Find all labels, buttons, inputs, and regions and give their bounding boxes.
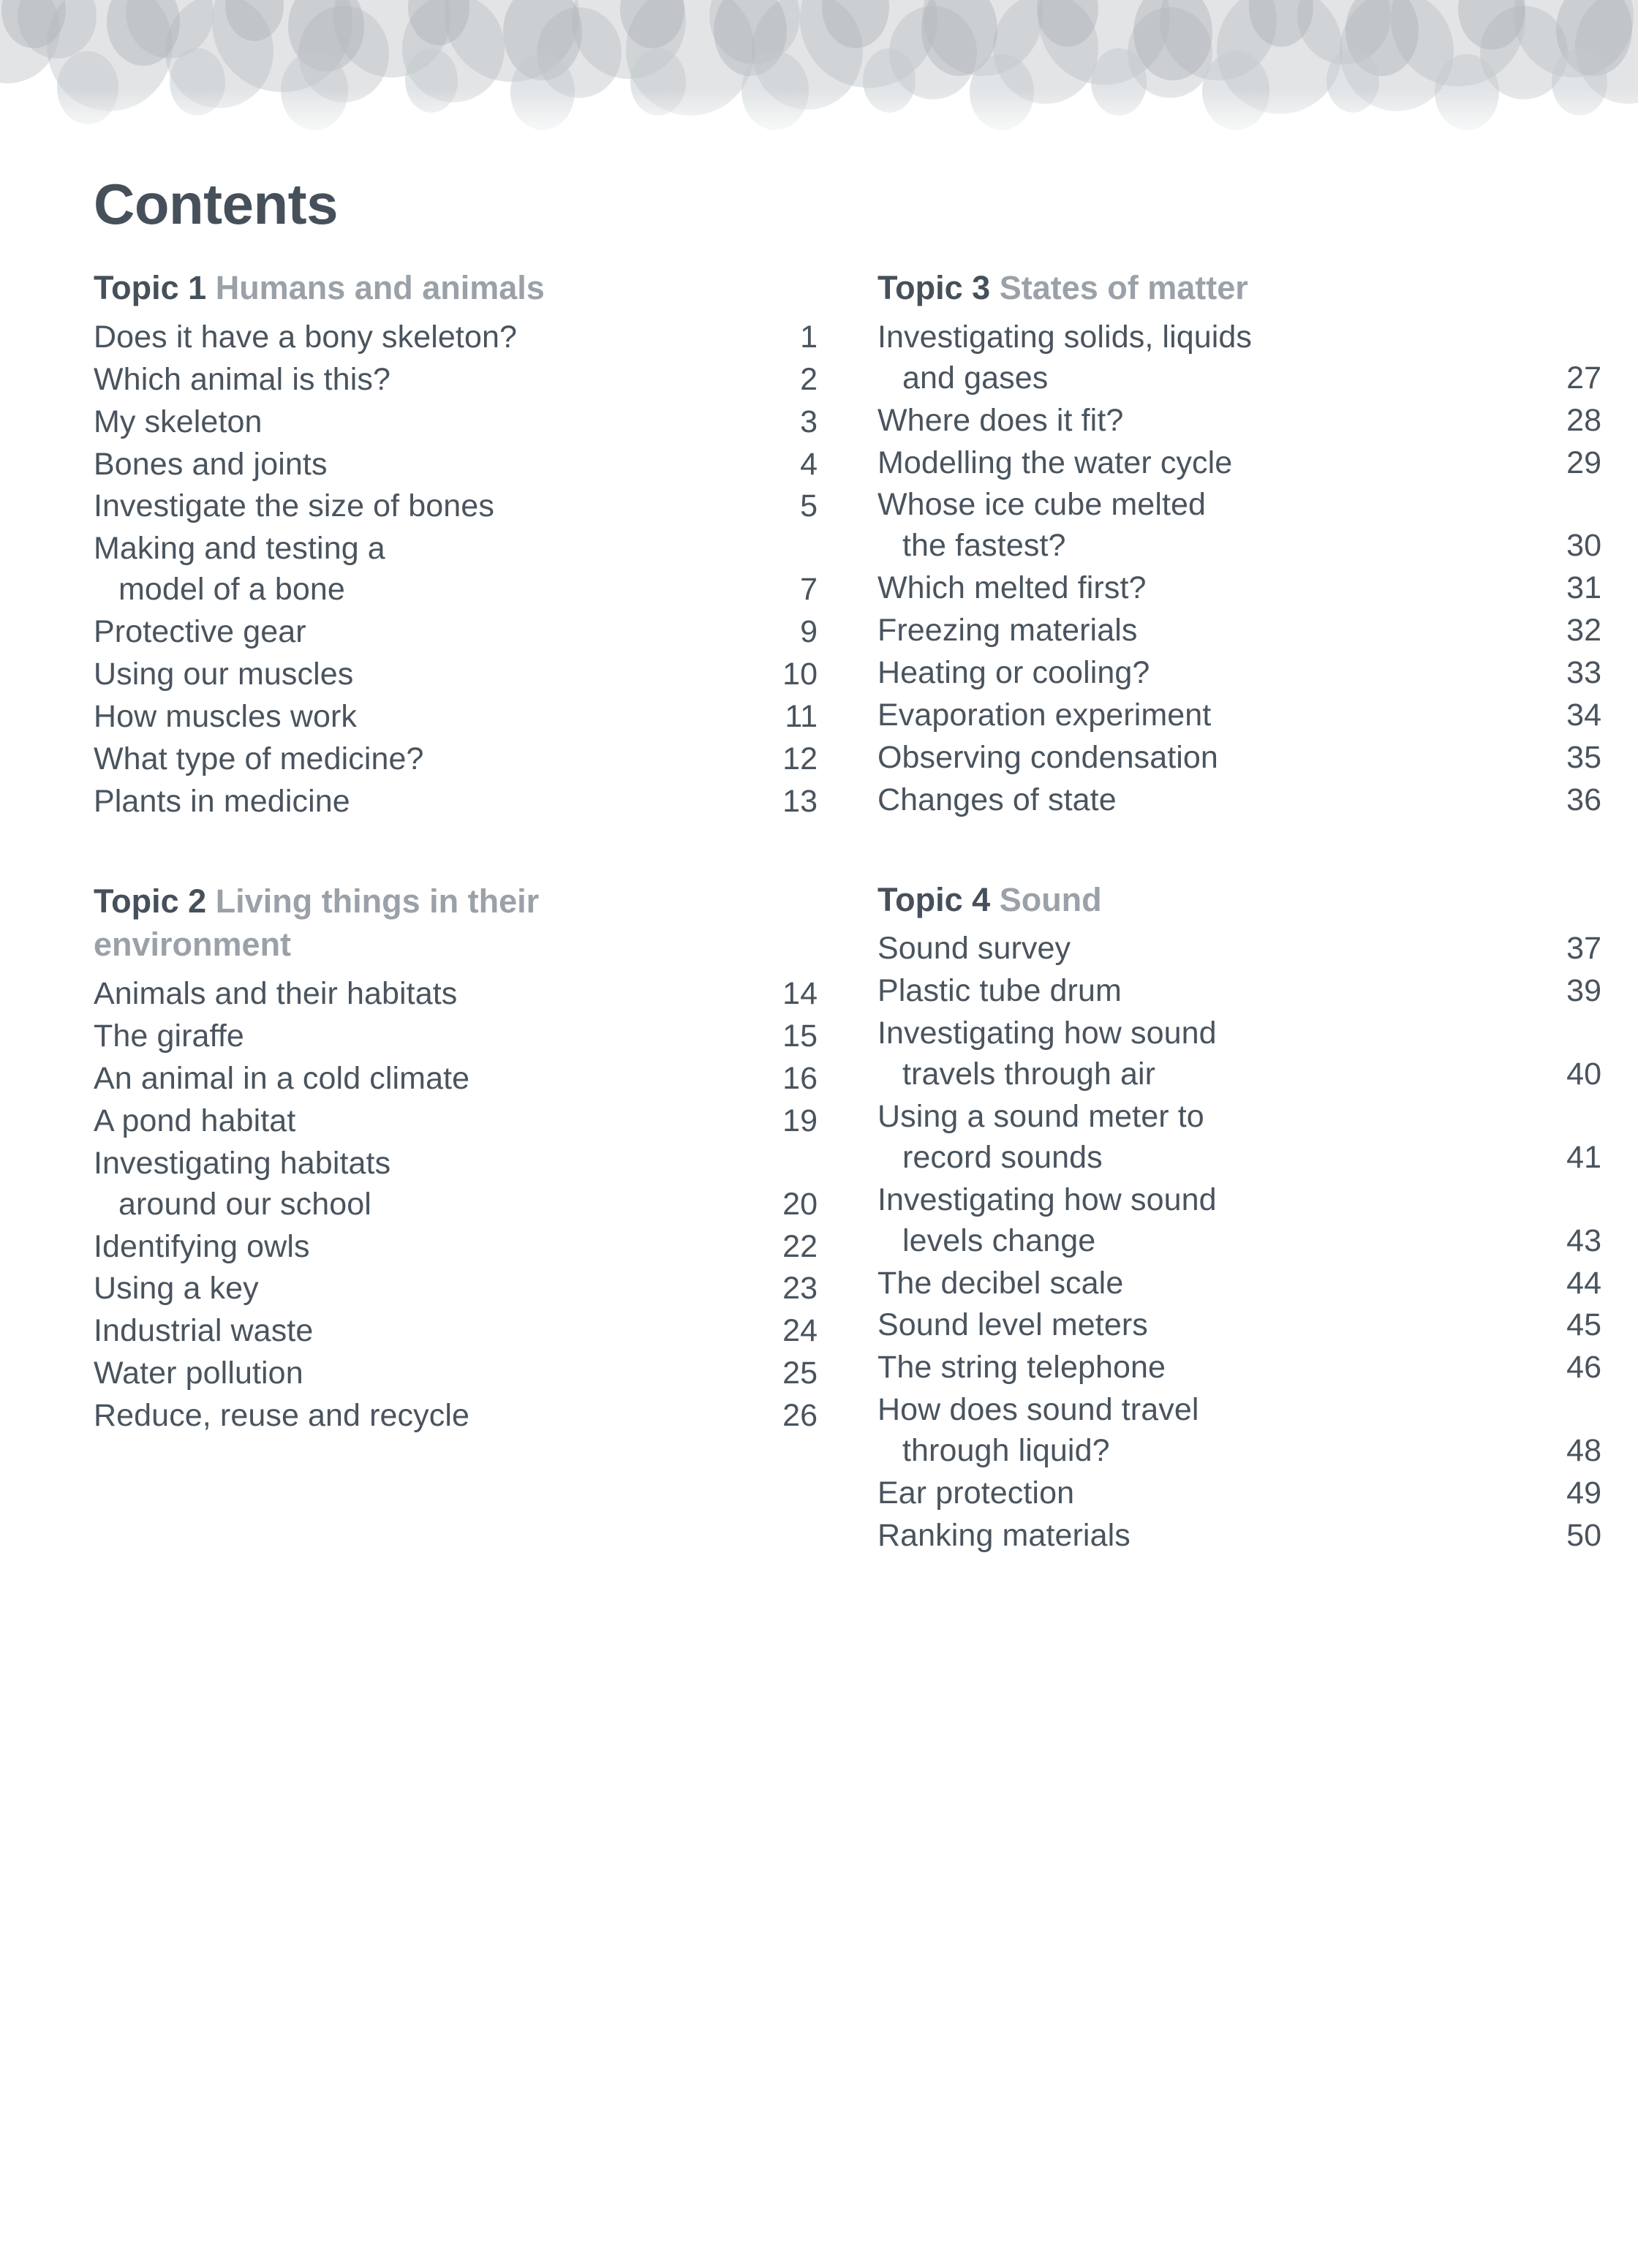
toc-entry-title	[94, 1311, 737, 1352]
toc-page-number: 14	[782, 976, 818, 1012]
topic-heading	[878, 878, 1514, 922]
toc-page-number: 10	[782, 656, 818, 692]
toc-entry-line-first: Heating or cooling?	[878, 654, 1150, 690]
toc-entry-title	[94, 697, 737, 738]
toc-entry[interactable]	[94, 1227, 825, 1268]
toc-entry-line-first: Reduce, reuse and recycle	[94, 1398, 470, 1434]
toc-entry-title	[94, 1144, 737, 1225]
toc-entry-title	[878, 443, 1521, 484]
toc-entry-line-first: Protective gear	[94, 614, 306, 650]
toc-page-number: 11	[785, 698, 818, 734]
toc-page-number: 7	[800, 572, 818, 608]
toc-entry-title	[94, 402, 737, 443]
toc-entry[interactable]	[878, 568, 1609, 609]
toc-page-number: 19	[782, 1103, 818, 1138]
toc-page-number: 33	[1566, 654, 1601, 690]
toc-entry-line-wrap: levels change	[902, 1222, 1096, 1258]
toc-page-number: 20	[782, 1186, 818, 1222]
toc-entry-line-wrap: through liquid?	[902, 1433, 1110, 1469]
toc-entry-title	[878, 317, 1521, 399]
toc-entry-title	[878, 653, 1521, 694]
toc-entry-line-first: Investigate the size of bones	[94, 488, 494, 524]
toc-page-number: 3	[800, 404, 818, 439]
toc-page-number: 15	[782, 1018, 818, 1054]
contents-column-right	[878, 266, 1609, 1558]
toc-entry-line-first: The string telephone	[878, 1350, 1166, 1386]
toc-entry-title	[878, 1305, 1521, 1346]
toc-entry-line-first: Evaporation experiment	[878, 697, 1212, 733]
toc-entry[interactable]	[878, 1097, 1609, 1179]
toc-entry[interactable]	[94, 1101, 825, 1142]
toc-entry-line-first: My skeleton	[94, 404, 263, 439]
toc-entry[interactable]	[878, 929, 1609, 969]
bubble-pattern-svg	[0, 0, 1638, 143]
toc-entry-line-wrap: model of a bone	[118, 572, 345, 608]
toc-page-number: 46	[1566, 1350, 1601, 1386]
toc-entry[interactable]	[94, 445, 825, 485]
topic-name: Living things in their environment	[94, 882, 540, 964]
toc-entry[interactable]	[878, 780, 1609, 821]
toc-page-number: 23	[782, 1271, 818, 1307]
toc-entry-line-wrap: around our school	[118, 1186, 371, 1222]
toc-page-number: 43	[1566, 1222, 1601, 1258]
toc-entry-line-first: Which melted first?	[878, 570, 1147, 606]
toc-entry-line-first: Changes of state	[878, 782, 1117, 817]
contents-column-left	[94, 266, 825, 1558]
toc-page-number: 29	[1566, 445, 1601, 480]
toc-entry[interactable]	[878, 611, 1609, 651]
toc-page-number: 40	[1566, 1056, 1601, 1092]
toc-page-number: 31	[1566, 570, 1601, 606]
toc-entry[interactable]	[94, 529, 825, 611]
header-bubble-banner	[0, 0, 1638, 143]
toc-entry-line-first: Investigating how sound	[878, 1016, 1217, 1051]
topic-number: Topic 2	[94, 882, 207, 920]
toc-entry-title	[878, 738, 1521, 779]
toc-entry[interactable]	[94, 739, 825, 780]
toc-entry-line-first: A pond habitat	[94, 1103, 296, 1138]
toc-entry-line-wrap: and gases	[902, 360, 1049, 396]
toc-entry-line-first: Sound survey	[878, 931, 1071, 967]
toc-entry-title	[878, 971, 1521, 1012]
toc-page-number: 16	[782, 1061, 818, 1096]
toc-entry-title	[94, 1059, 737, 1100]
toc-page-number: 36	[1566, 782, 1601, 817]
toc-entry[interactable]	[878, 317, 1609, 399]
toc-entry-title	[94, 1101, 737, 1142]
toc-page-number: 49	[1566, 1475, 1601, 1511]
topic-heading	[878, 266, 1514, 310]
toc-entry[interactable]	[94, 317, 825, 358]
toc-entry-title	[878, 611, 1521, 651]
toc-entry[interactable]	[878, 401, 1609, 442]
toc-entry[interactable]	[878, 1347, 1609, 1388]
toc-entry[interactable]	[878, 1263, 1609, 1304]
toc-page-number: 28	[1566, 402, 1601, 438]
toc-entry[interactable]	[878, 443, 1609, 484]
toc-entry[interactable]	[878, 1516, 1609, 1557]
toc-page-number: 45	[1566, 1307, 1601, 1343]
toc-entry-title	[94, 1227, 737, 1268]
topic-entry-list	[94, 974, 825, 1437]
toc-page-number: 9	[800, 614, 818, 650]
toc-page-number: 12	[782, 741, 818, 776]
toc-entry-line-first: Using a key	[94, 1271, 259, 1307]
toc-page-number: 24	[782, 1313, 818, 1349]
toc-entry-title	[878, 1263, 1521, 1304]
toc-page-number: 37	[1566, 931, 1601, 967]
toc-entry-title	[94, 974, 737, 1015]
toc-entry-line-first: Where does it fit?	[878, 402, 1124, 438]
toc-entry-line-first: Animals and their habitats	[94, 976, 458, 1012]
toc-entry-title	[94, 529, 737, 611]
toc-entry-title	[878, 568, 1521, 609]
toc-page-number: 30	[1566, 528, 1601, 564]
toc-entry-line-first: The giraffe	[94, 1018, 244, 1054]
contents-page	[0, 143, 1638, 1558]
toc-entry-title	[94, 1269, 737, 1309]
toc-page-number: 35	[1566, 739, 1601, 775]
toc-entry[interactable]	[878, 971, 1609, 1012]
toc-entry-line-first: Identifying owls	[94, 1228, 310, 1264]
toc-entry-line-first: Water pollution	[94, 1356, 303, 1391]
toc-page-number: 4	[800, 446, 818, 482]
toc-entry-title	[94, 654, 737, 695]
topic-entry-list	[94, 317, 825, 823]
toc-entry-line-first: Ear protection	[878, 1475, 1075, 1511]
toc-entry-line-first: Does it have a bony skeleton?	[94, 319, 517, 355]
topic-heading	[94, 266, 730, 310]
toc-entry-title	[94, 739, 737, 780]
toc-entry-line-first: Whose ice cube melted	[878, 487, 1207, 523]
toc-entry[interactable]	[94, 782, 825, 823]
toc-page-number: 32	[1566, 613, 1601, 649]
toc-entry-title	[94, 782, 737, 823]
toc-entry[interactable]	[94, 1016, 825, 1057]
toc-entry-line-first: How muscles work	[94, 698, 358, 734]
topic-name: Humans and animals	[206, 269, 545, 306]
toc-entry[interactable]	[94, 1144, 825, 1225]
toc-entry-title	[878, 1097, 1521, 1179]
toc-entry-title	[878, 1390, 1521, 1472]
toc-entry[interactable]	[878, 1013, 1609, 1095]
toc-page-number: 2	[800, 361, 818, 397]
toc-page-number: 13	[782, 783, 818, 819]
toc-entry[interactable]	[94, 1311, 825, 1352]
toc-entry[interactable]	[878, 1305, 1609, 1346]
toc-entry-line-wrap: the fastest?	[902, 528, 1066, 564]
toc-entry[interactable]	[878, 695, 1609, 736]
toc-entry-title	[878, 1347, 1521, 1388]
toc-entry-line-first: Making and testing a	[94, 531, 385, 567]
toc-page-number: 41	[1566, 1139, 1601, 1175]
toc-entry-title	[878, 695, 1521, 736]
toc-entry-line-first: What type of medicine?	[94, 741, 424, 776]
toc-entry-line-first: Investigating how sound	[878, 1182, 1217, 1217]
topic-heading	[94, 880, 730, 967]
toc-entry-line-first: Observing condensation	[878, 739, 1218, 775]
toc-entry-title	[878, 1473, 1521, 1514]
toc-entry[interactable]	[94, 1353, 825, 1394]
toc-page-number: 39	[1566, 973, 1601, 1009]
contents-columns	[0, 266, 1638, 1558]
toc-entry-title	[94, 612, 737, 653]
toc-entry[interactable]	[94, 402, 825, 443]
toc-page-number: 34	[1566, 697, 1601, 733]
toc-entry-line-first: Sound level meters	[878, 1307, 1148, 1343]
page-title: Contents	[94, 172, 338, 236]
toc-page-number: 48	[1566, 1433, 1601, 1469]
toc-entry-title	[94, 317, 737, 358]
toc-entry-line-first: Using a sound meter to	[878, 1098, 1204, 1134]
toc-entry[interactable]	[878, 653, 1609, 694]
toc-entry[interactable]	[878, 1180, 1609, 1262]
topic-number: Topic 3	[878, 269, 991, 306]
toc-page-number: 1	[800, 319, 818, 355]
toc-page-number: 26	[782, 1398, 818, 1434]
toc-entry[interactable]	[878, 738, 1609, 779]
toc-entry-title	[878, 485, 1521, 567]
toc-entry[interactable]	[94, 1269, 825, 1309]
toc-entry-line-first: Investigating habitats	[94, 1145, 391, 1181]
toc-entry[interactable]	[94, 974, 825, 1015]
toc-entry-title	[94, 1016, 737, 1057]
toc-entry-title	[878, 780, 1521, 821]
toc-entry[interactable]	[94, 486, 825, 527]
toc-entry-title	[94, 445, 737, 485]
toc-entry[interactable]	[94, 697, 825, 738]
toc-entry-title	[878, 401, 1521, 442]
toc-entry-line-first: An animal in a cold climate	[94, 1061, 470, 1096]
toc-entry-line-first: Investigating solids, liquids	[878, 319, 1253, 355]
toc-entry-line-first: How does sound travel	[878, 1392, 1199, 1428]
toc-entry-line-first: Which animal is this?	[94, 361, 390, 397]
toc-entry-line-first: Plants in medicine	[94, 783, 350, 819]
toc-entry-line-first: Freezing materials	[878, 613, 1138, 649]
toc-entry-title	[94, 486, 737, 527]
toc-entry-title	[878, 929, 1521, 969]
toc-entry-line-first: Plastic tube drum	[878, 973, 1122, 1009]
toc-entry[interactable]	[94, 1396, 825, 1437]
toc-entry-title	[878, 1516, 1521, 1557]
toc-entry-title	[94, 1396, 737, 1437]
toc-entry-line-first: Modelling the water cycle	[878, 445, 1233, 480]
toc-page-number: 27	[1566, 360, 1601, 396]
toc-page-number: 50	[1566, 1517, 1601, 1553]
toc-entry-title	[94, 1353, 737, 1394]
toc-entry-title	[94, 360, 737, 401]
toc-entry-line-first: Ranking materials	[878, 1517, 1131, 1553]
toc-entry[interactable]	[878, 485, 1609, 567]
toc-entry[interactable]	[94, 612, 825, 653]
toc-page-number: 22	[782, 1228, 818, 1264]
toc-page-number: 44	[1566, 1265, 1601, 1301]
toc-entry[interactable]	[94, 360, 825, 401]
toc-entry-line-first: Industrial waste	[94, 1313, 314, 1349]
toc-entry[interactable]	[878, 1390, 1609, 1472]
toc-entry[interactable]	[94, 1059, 825, 1100]
toc-entry[interactable]	[878, 1473, 1609, 1514]
toc-page-number: 25	[782, 1356, 818, 1391]
toc-entry-line-wrap: travels through air	[902, 1056, 1156, 1092]
toc-entry-line-first: Using our muscles	[94, 656, 354, 692]
topic-name: States of matter	[990, 269, 1248, 306]
topic-entry-list	[878, 929, 1609, 1556]
topic-entry-list	[878, 317, 1609, 821]
toc-entry-title	[878, 1013, 1521, 1095]
toc-entry-line-first: Bones and joints	[94, 446, 328, 482]
toc-page-number: 5	[800, 488, 818, 524]
toc-entry-title	[878, 1180, 1521, 1262]
topic-name: Sound	[990, 880, 1102, 918]
toc-entry[interactable]	[94, 654, 825, 695]
toc-entry-line-first: The decibel scale	[878, 1265, 1124, 1301]
toc-entry-line-wrap: record sounds	[902, 1139, 1103, 1175]
topic-number: Topic 1	[94, 269, 207, 306]
topic-number: Topic 4	[878, 880, 991, 918]
